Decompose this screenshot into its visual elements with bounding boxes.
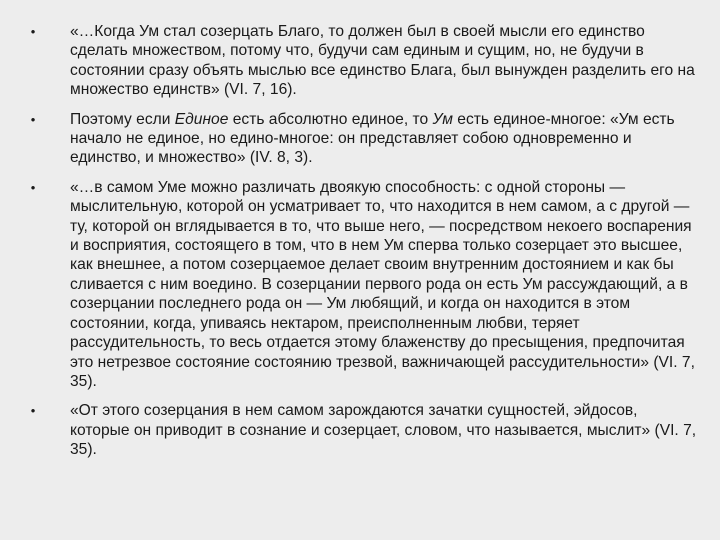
bullet-marker: • — [30, 111, 36, 127]
italic-term-edinoe: Единое — [174, 110, 229, 128]
text-segment: Поэтому если — [70, 110, 175, 128]
bullet-text: «…Когда Ум стал созерцать Благо, то должен был в своей мысли его единство сделать множеством, потому что, будучи сам единым и сущим, но, не будучи в состоянии сразу объять мыслью все единство Блага, был вынужден разделить его на множество единств» (VI. 7, 16). — [70, 23, 695, 99]
bullet-text: «…в самом Уме можно различать двоякую способность: с одной стороны — мыслительную, которой он усматривает то, что находится в нем самом, а с другой — ту, которой он вглядывается в то, что выше него, — посредством некоего воспарения и восприятия, состоящего в том, что в нем Ум сперва только созерцает это высшее, как внешнее, а потом созерцаемое делает своим внутренним достоянием и как бы сливается с ним воедино. В созерцании первого рода он есть Ум рассуждающий, а в созерцании последнего рода он — Ум любящий, и когда он находится в этом состоянии, когда, упиваясь нектаром, преисполненным любви, теряет рассудительность, то весь отдается этому блаженству до пресыщения, предпочитая это нетрезвое состояние состоянию трезвой, важничающей рассудительности» (VI. 7, 35). — [70, 178, 695, 390]
bullet-text: «От этого созерцания в нем самом зарождаются зачатки сущностей, эйдосов, которые он приводит в сознание и созерцает, словом, что называется, мыслит» (VI. 7, 35). — [70, 402, 697, 459]
bullet-marker: • — [30, 24, 36, 39]
bullet-item-1 — [26, 22, 698, 100]
bullet-list — [26, 22, 698, 470]
text-segment: есть абсолютно единое, то — [228, 110, 433, 128]
bullet-text — [70, 111, 675, 167]
bullet-item-2 — [26, 110, 698, 168]
bullet-marker: • — [30, 179, 36, 195]
bullet-item-4 — [26, 401, 698, 459]
bullet-item-3 — [26, 178, 698, 391]
text-segment: есть единое-многое: «Ум есть начало не единое, но едино-многое: он представляет собою одновременно и единство, и множество» (IV. 8, 3). — [70, 110, 675, 167]
bullet-marker: • — [30, 403, 36, 419]
italic-term-um: Ум — [432, 110, 453, 128]
